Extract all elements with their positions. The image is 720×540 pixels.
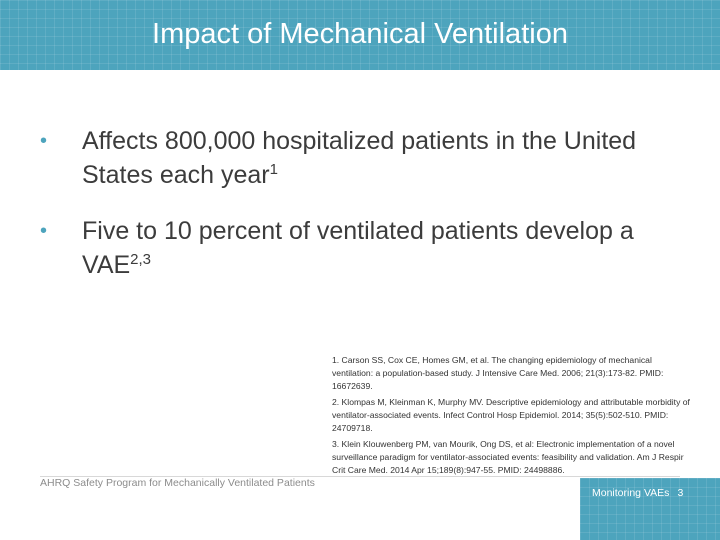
reference-item: 1. Carson SS, Cox CE, Homes GM, et al. The changing epidemiology of mechanical ventilation: a population-based study. J Intensive Care Med. 2006; 21(3):173-82. PMID: 16672639.	[332, 355, 664, 391]
citation-superscript: 1	[269, 161, 278, 178]
reference-item: 3. Klein Klouwenberg PM, van Mourik, Ong DS, et al: Electronic implementation of a novel surveillance paradigm for ventilator-associated events: feasibility and validation. Am J Respir Crit Care Med. 2014 Apr 15;189(8):947-55. PMID: 24498886.	[332, 439, 684, 475]
footer-section-label: Monitoring VAEs	[592, 487, 670, 499]
footer-section	[592, 487, 683, 499]
references	[332, 354, 692, 480]
title-bar	[0, 0, 720, 70]
bullet-text: Five to 10 percent of ventilated patients develop a VAE	[82, 217, 634, 279]
footer-program: AHRQ Safety Program for Mechanically Ventilated Patients	[40, 477, 315, 489]
bullet-dot-icon: •	[40, 130, 48, 152]
bullet-dot-icon: •	[40, 220, 48, 242]
reference-item: 2. Klompas M, Kleinman K, Murphy MV. Descriptive epidemiology and attributable morbidity of ventilator-associated events. Infect Control Hosp Epidemiol. 2014; 35(5):502-510. PMID: 24709718.	[332, 397, 690, 433]
bullet-item	[40, 214, 680, 282]
bullet-text: Affects 800,000 hospitalized patients in the United States each year	[82, 127, 637, 189]
citation-superscript: 2,3	[130, 251, 152, 268]
bullet-list	[40, 124, 680, 304]
slide-title: Impact of Mechanical Ventilation	[152, 18, 568, 50]
page-number: 3	[677, 487, 684, 499]
bullet-item	[40, 124, 680, 192]
